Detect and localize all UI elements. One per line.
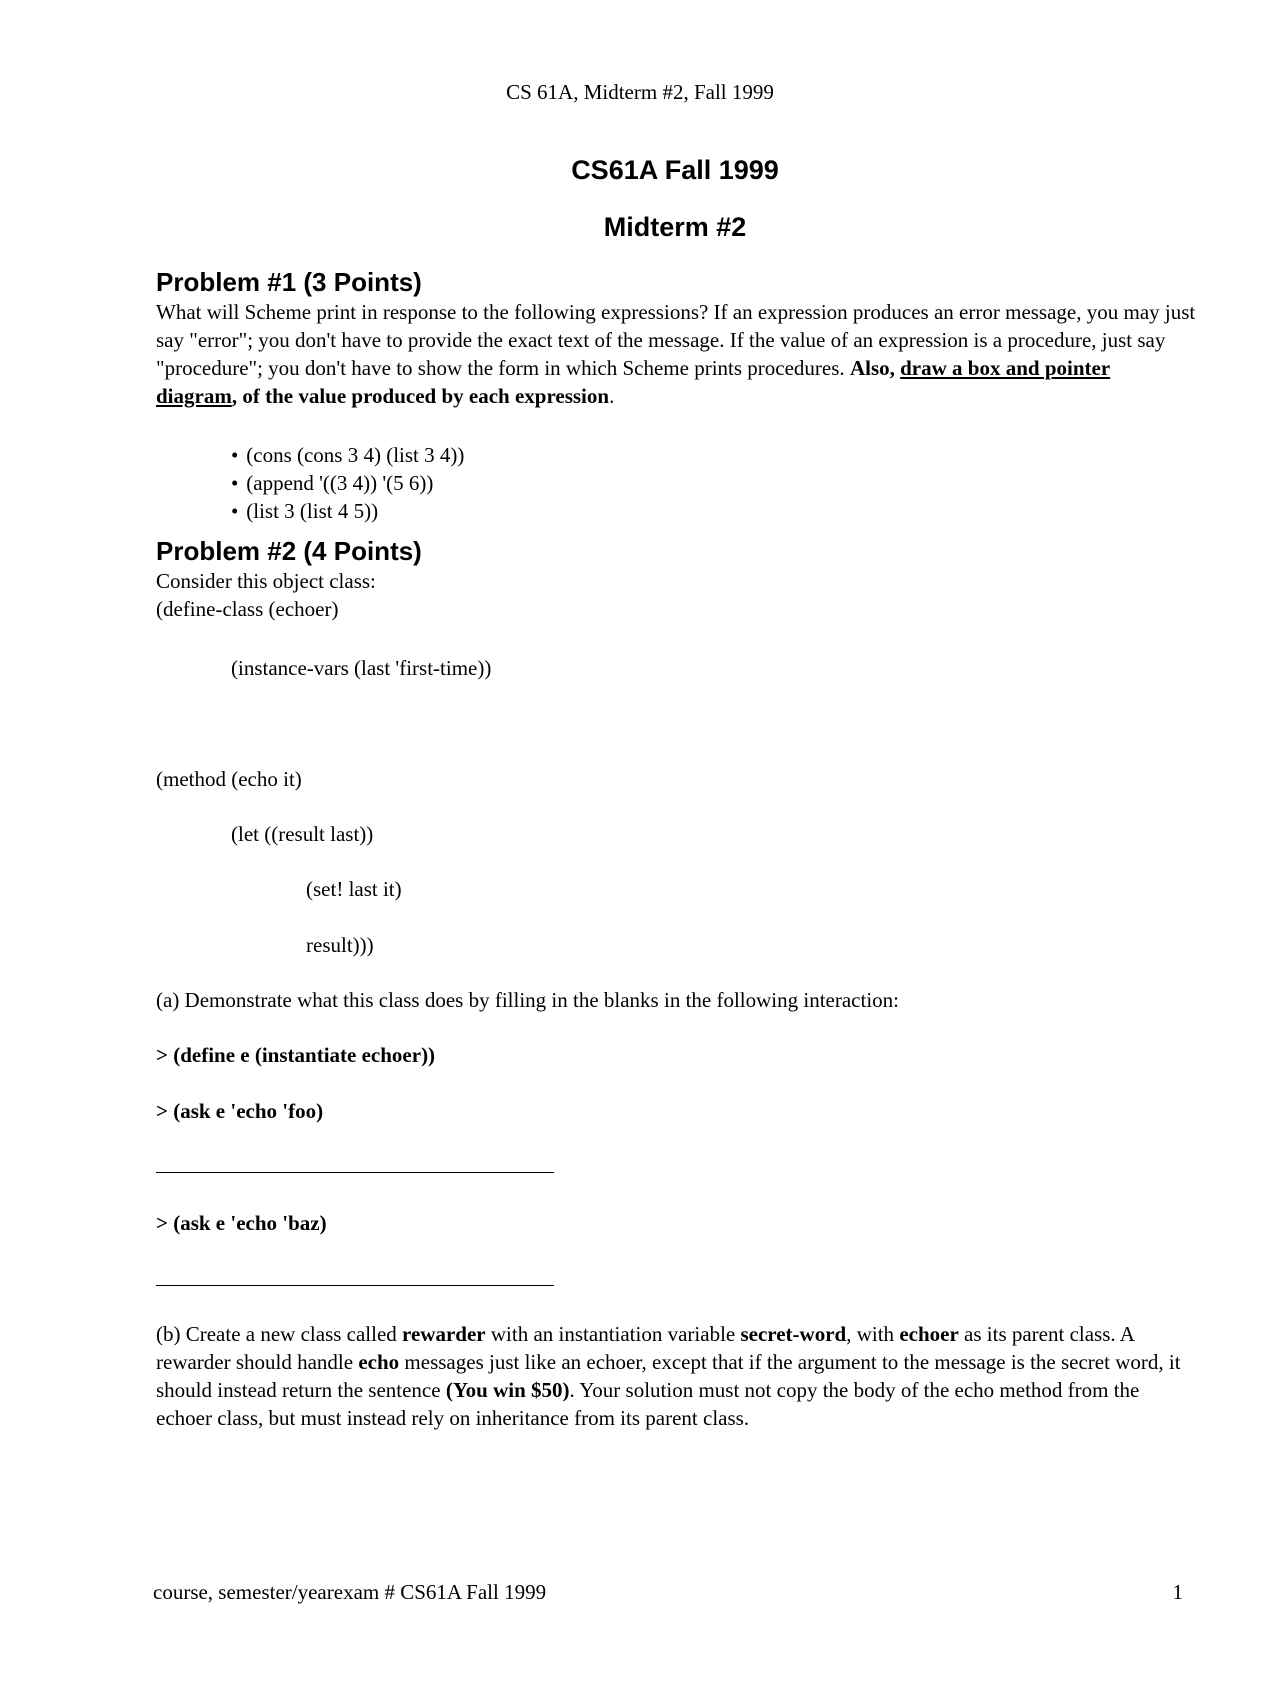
course-title: CS61A Fall 1999 <box>571 155 779 185</box>
code-instance-vars: (instance-vars (last 'first-time)) <box>231 656 492 680</box>
interaction-baz-block <box>156 1209 1196 1237</box>
interaction-define-block <box>156 1041 1196 1069</box>
part-b-block <box>156 1320 1196 1432</box>
bullet-icon: • <box>231 471 239 495</box>
term-rewarder: rewarder <box>402 1322 486 1346</box>
problem-2-heading: Problem #2 (4 Points) <box>156 536 422 566</box>
part-b-text-2: with an instantiation variable <box>485 1322 741 1346</box>
answer-blank-2[interactable] <box>156 1285 554 1286</box>
page-number: 1 <box>1172 1580 1183 1604</box>
code-method: (method (echo it) <box>156 767 302 791</box>
part-b-text-6: . Your solution must not copy the body of the echo method from the echoer class, but must instead rely on inheritance from its parent class. <box>156 1378 1140 1430</box>
term-secret-word: secret-word <box>740 1322 847 1346</box>
interaction-ask-foo: > (ask e 'echo 'foo) <box>156 1099 324 1123</box>
part-b-text-3: , with <box>846 1322 900 1346</box>
term-you-win: (You win $50) <box>445 1378 570 1402</box>
interaction-ask-baz: > (ask e 'echo 'baz) <box>156 1211 327 1235</box>
box-pointer-instruction: draw a box and pointer diagram <box>156 356 1111 408</box>
term-echo: echo <box>358 1350 400 1374</box>
problem-2-intro: Consider this object class: <box>156 569 376 593</box>
problem-1-section <box>156 266 1196 410</box>
list-item <box>231 441 1196 469</box>
instruction-period: . <box>609 384 615 408</box>
also-label: Also, <box>849 356 895 380</box>
part-b-text-4: as its parent class. A rewarder should handle <box>156 1322 1134 1374</box>
code-let: (let ((result last)) <box>231 822 374 846</box>
problem-1-heading: Problem #1 (3 Points) <box>156 267 422 297</box>
term-echoer: echoer <box>899 1322 959 1346</box>
instruction-rest: , of the value produced by each expression <box>231 384 610 408</box>
interaction-foo-block <box>156 1097 1196 1125</box>
part-b-prompt <box>156 1320 1196 1432</box>
bullet-icon: • <box>231 499 239 523</box>
code-instance-vars-block <box>156 654 1196 682</box>
list-item <box>231 469 1196 497</box>
part-a-block <box>156 986 1196 1014</box>
expression-list <box>156 441 1196 525</box>
problem-2-section <box>156 535 1196 623</box>
part-b-text-5: messages just like an echoer, except that if the argument to the message is the secret word, it should instead return the sentence <box>156 1350 1181 1402</box>
bullet-icon: • <box>231 443 239 467</box>
problem-1-instructions <box>156 298 1196 410</box>
running-header: CS 61A, Midterm #2, Fall 1999 <box>506 80 774 104</box>
answer-blank-1-block <box>156 1172 1196 1173</box>
code-method-block <box>156 765 1196 793</box>
part-a-prompt: (a) Demonstrate what this class does by filling in the blanks in the following interaction: <box>156 988 900 1012</box>
expression-1: (cons (cons 3 4) (list 3 4)) <box>246 443 465 467</box>
code-result-block <box>156 931 1196 959</box>
list-item <box>231 497 1196 525</box>
part-b-text-1: (b) Create a new class called <box>156 1322 403 1346</box>
code-let-block <box>156 820 1196 848</box>
exam-title: Midterm #2 <box>603 212 747 242</box>
answer-blank-1[interactable] <box>156 1172 554 1173</box>
answer-blank-2-block <box>156 1285 1196 1286</box>
code-set: (set! last it) <box>306 877 402 901</box>
footer-course-info: course, semester/yearexam # CS61A Fall 1999 <box>153 1580 547 1604</box>
code-set-block <box>156 875 1196 903</box>
expression-2: (append '((3 4)) '(5 6)) <box>246 471 434 495</box>
code-define-class: (define-class (echoer) <box>156 597 339 621</box>
interaction-define-e: > (define e (instantiate echoer)) <box>156 1043 436 1067</box>
problem-1-intro: What will Scheme print in response to the following expressions? If an expression produces an error message, you may just say "error"; you don't have to provide the exact text of the message. If the value of an expression is a procedure, just say "procedure"; you don't have to show the form in which Scheme prints procedures. <box>156 300 1196 380</box>
code-result: result))) <box>306 933 374 957</box>
expression-3: (list 3 (list 4 5)) <box>246 499 379 523</box>
